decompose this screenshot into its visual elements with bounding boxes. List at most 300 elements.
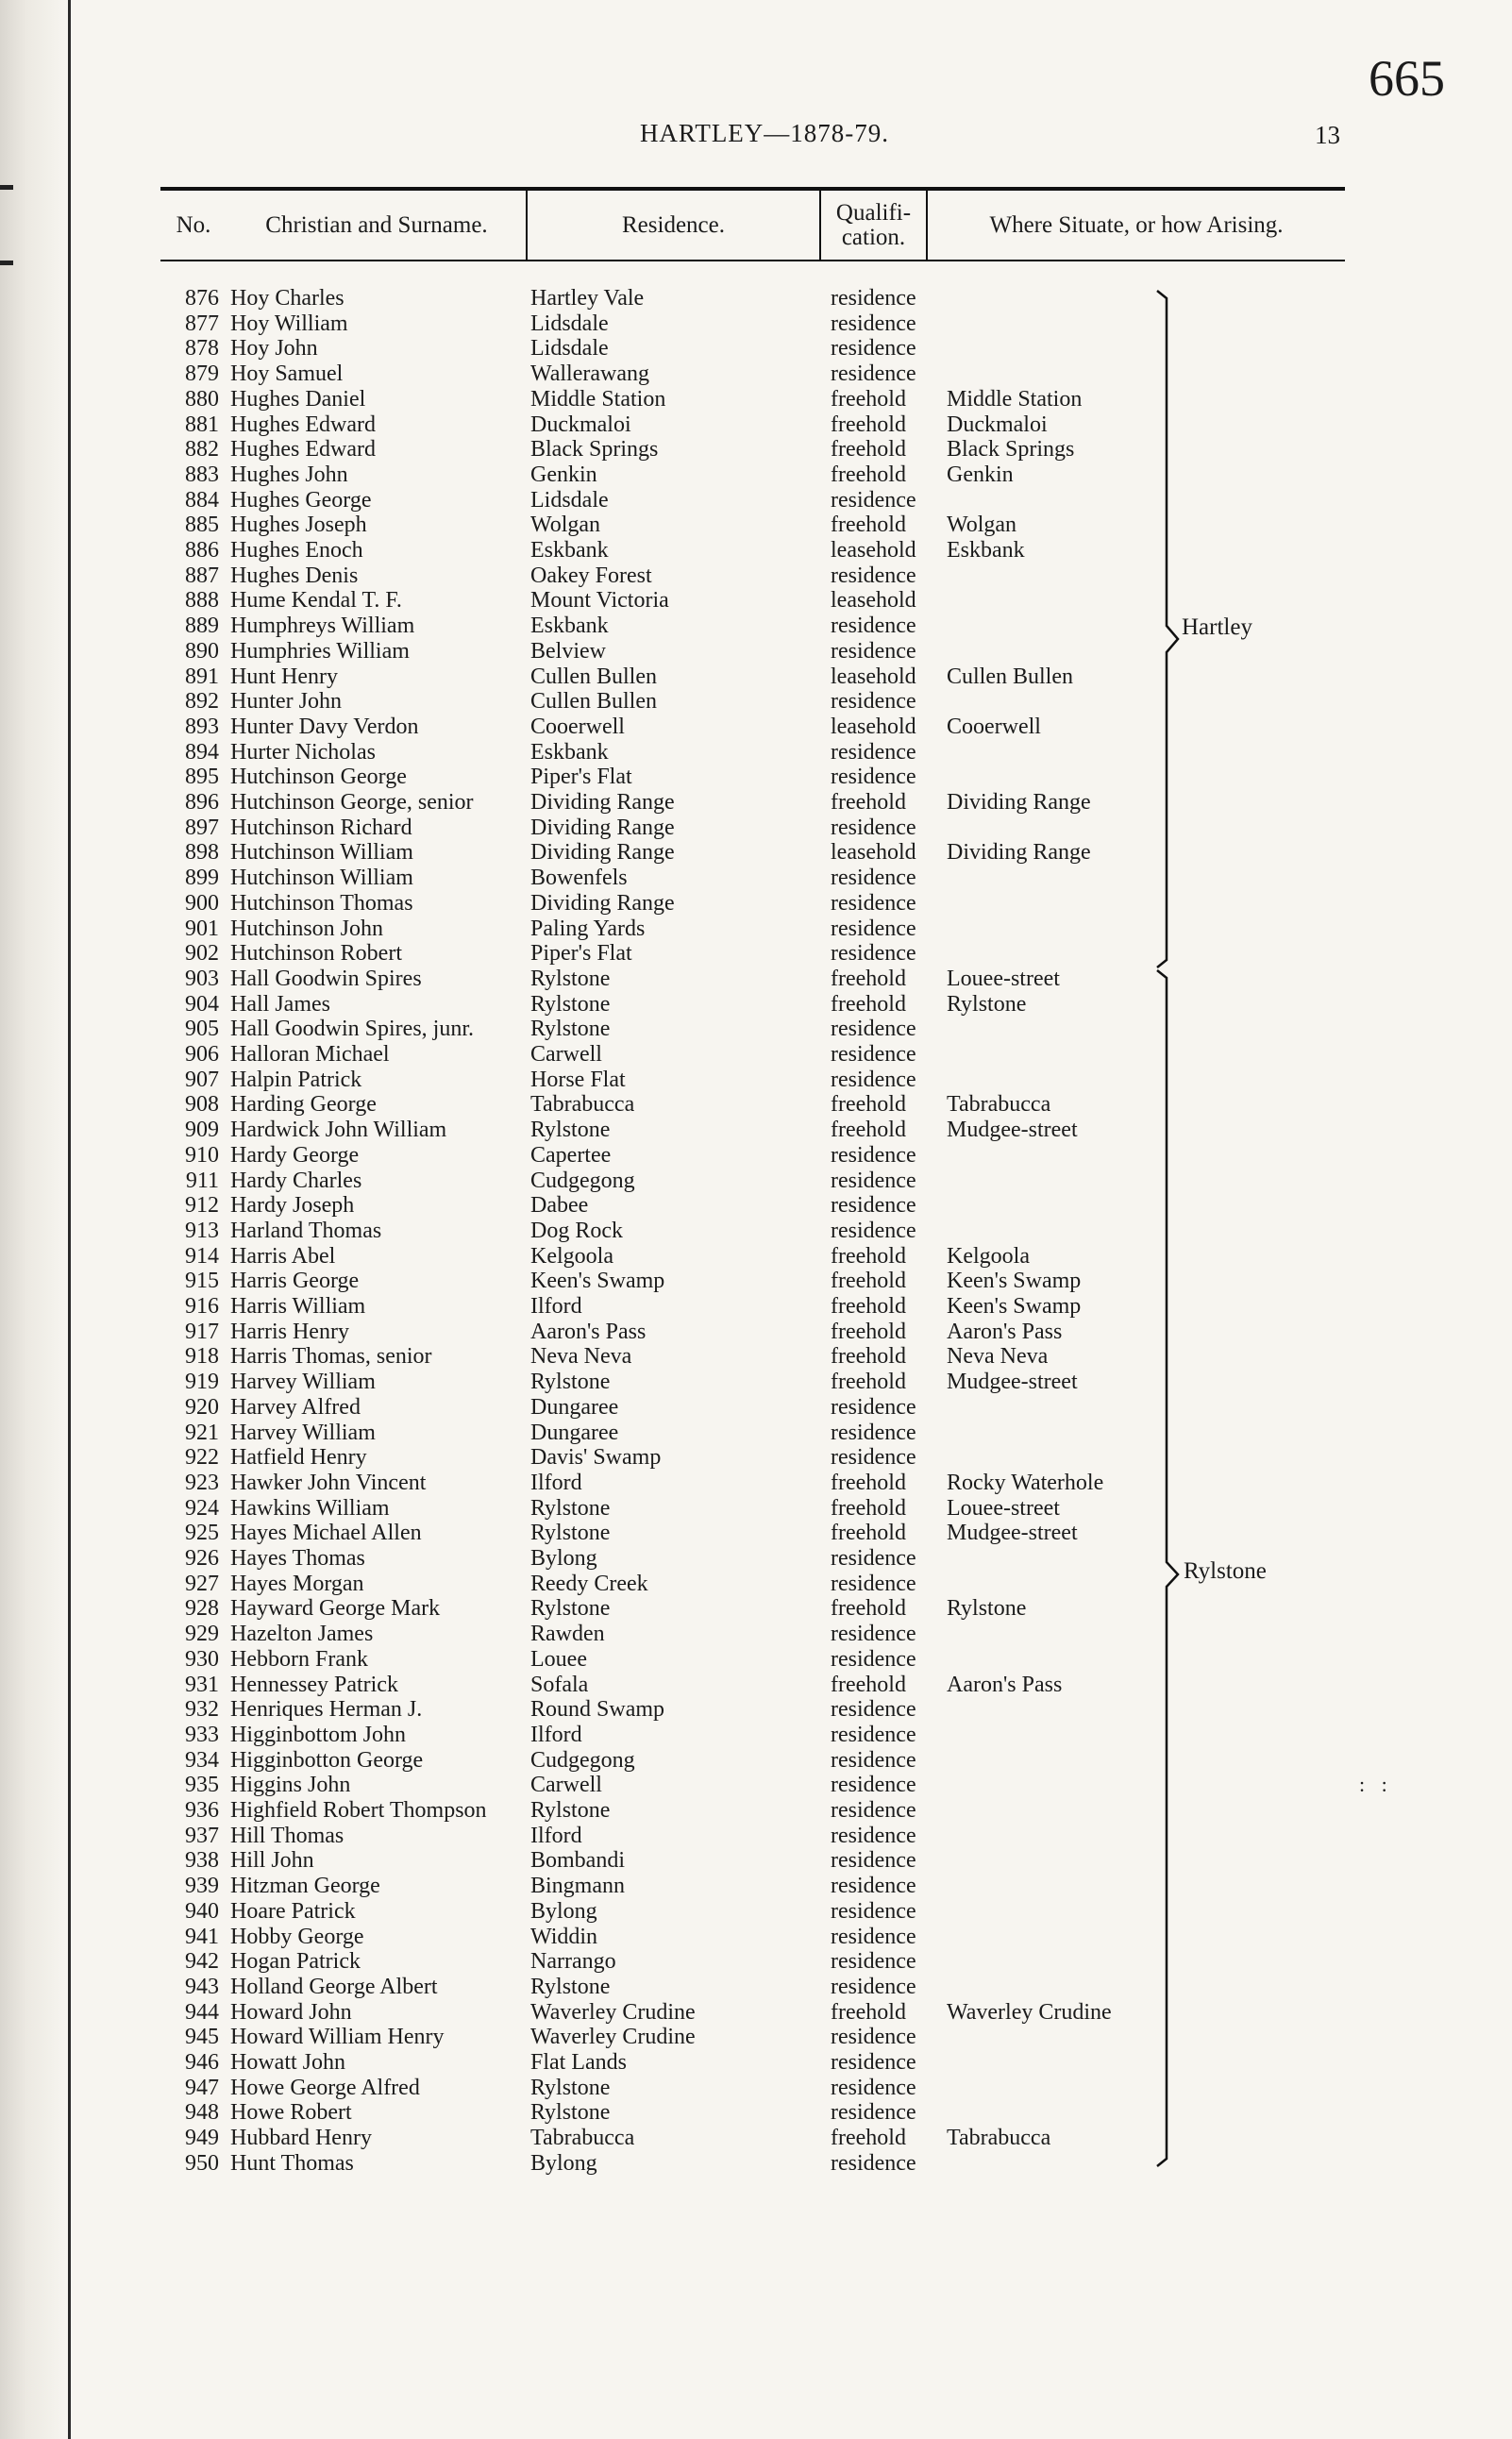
entry-residence: Flat Lands — [530, 2050, 627, 2075]
entry-where-situate: Louee-street — [947, 1495, 1060, 1521]
table-row — [0, 463, 1512, 488]
entry-number: 913 — [185, 1218, 219, 1243]
entry-name: Hayes Michael Allen — [230, 1521, 422, 1546]
entry-number: 883 — [185, 462, 219, 487]
entry-number: 924 — [185, 1495, 219, 1521]
entry-number: 919 — [185, 1370, 219, 1395]
entry-qualification: residence — [831, 890, 916, 916]
entry-qualification: residence — [831, 487, 916, 513]
entry-qualification: freehold — [831, 412, 906, 437]
entry-qualification: freehold — [831, 1294, 906, 1319]
entry-name: Henriques Herman J. — [230, 1697, 423, 1723]
table-row — [0, 1647, 1512, 1673]
table-row — [0, 1143, 1512, 1169]
entry-name: Harvey William — [230, 1420, 376, 1445]
entry-residence: Dividing Range — [530, 815, 675, 840]
entry-name: Hogan Patrick — [230, 1949, 361, 1975]
entry-name: Hitzman George — [230, 1874, 380, 1899]
entry-number: 935 — [185, 1773, 219, 1798]
entry-residence: Ilford — [530, 1823, 582, 1848]
entry-qualification: leasehold — [831, 538, 916, 563]
entry-name: Hughes Edward — [230, 412, 376, 437]
entry-number: 925 — [185, 1521, 219, 1546]
table-row — [0, 1824, 1512, 1849]
entry-name: Hughes Joseph — [230, 513, 367, 538]
table-row — [0, 286, 1512, 311]
entry-qualification: residence — [831, 336, 916, 362]
entry-number: 907 — [185, 1067, 219, 1092]
entry-number: 881 — [185, 412, 219, 437]
entry-qualification: freehold — [831, 437, 906, 463]
entry-residence: Black Springs — [530, 437, 659, 463]
entry-residence: Middle Station — [530, 386, 666, 412]
entry-number: 934 — [185, 1747, 219, 1773]
table-row — [0, 588, 1512, 614]
entry-name: Howatt John — [230, 2050, 345, 2075]
entry-qualification: residence — [831, 1622, 916, 1647]
entry-residence: Neva Neva — [530, 1344, 632, 1370]
entry-name: Hughes Enoch — [230, 538, 363, 563]
entry-residence: Mount Victoria — [530, 588, 669, 614]
table-row — [0, 488, 1512, 513]
column-header-where: Where Situate, or how Arising. — [989, 211, 1284, 238]
table-row — [0, 740, 1512, 765]
entry-residence: Eskbank — [530, 538, 609, 563]
entry-qualification: residence — [831, 689, 916, 715]
entry-residence: Dabee — [530, 1193, 589, 1219]
entry-residence: Dividing Range — [530, 890, 675, 916]
entry-name: Harris William — [230, 1294, 366, 1319]
entry-qualification: residence — [831, 563, 916, 588]
entry-residence: Cullen Bullen — [530, 664, 657, 689]
table-row — [0, 2025, 1512, 2050]
entry-qualification: residence — [831, 1949, 916, 1975]
entry-where-situate: Mudgee-street — [947, 1370, 1078, 1395]
entry-name: Hutchinson George, senior — [230, 790, 474, 815]
table-row — [0, 311, 1512, 337]
entry-name: Harvey William — [230, 1370, 376, 1395]
entry-number: 885 — [185, 513, 219, 538]
table-row — [0, 1471, 1512, 1496]
table-row — [0, 1193, 1512, 1219]
entry-name: Hoy Charles — [230, 286, 344, 311]
table-row — [0, 2126, 1512, 2151]
entry-residence: Cudgegong — [530, 1747, 635, 1773]
table-row — [0, 2076, 1512, 2101]
entry-number: 933 — [185, 1722, 219, 1747]
entry-residence: Duckmaloi — [530, 412, 631, 437]
entry-number: 890 — [185, 638, 219, 664]
entry-qualification: freehold — [831, 462, 906, 487]
entry-number: 911 — [185, 1168, 219, 1193]
entry-where-situate: Aaron's Pass — [947, 1319, 1063, 1344]
entry-qualification: freehold — [831, 1596, 906, 1622]
entry-qualification: freehold — [831, 1243, 906, 1269]
table-row — [0, 992, 1512, 1018]
entry-number: 900 — [185, 890, 219, 916]
table-row — [0, 1395, 1512, 1421]
table-row — [0, 563, 1512, 589]
entry-qualification: residence — [831, 1546, 916, 1571]
entry-number: 892 — [185, 689, 219, 715]
entry-qualification: residence — [831, 1974, 916, 1999]
entry-qualification: residence — [831, 941, 916, 967]
entry-residence: Rylstone — [530, 991, 611, 1017]
entry-residence: Oakey Forest — [530, 563, 652, 588]
entry-residence: Dungaree — [530, 1420, 619, 1445]
entry-name: Hayes Thomas — [230, 1546, 365, 1571]
entry-residence: Louee — [530, 1646, 587, 1672]
entry-qualification: residence — [831, 916, 916, 941]
entry-qualification: freehold — [831, 1521, 906, 1546]
entry-residence: Rylstone — [530, 1017, 611, 1042]
entry-residence: Rylstone — [530, 1370, 611, 1395]
entry-number: 932 — [185, 1697, 219, 1723]
column-header-name: Christian and Surname. — [265, 211, 488, 238]
entry-qualification: residence — [831, 1571, 916, 1596]
table-row — [0, 1344, 1512, 1370]
table-row — [0, 967, 1512, 992]
entry-residence: Bowenfels — [530, 866, 628, 891]
entry-name: Howe Robert — [230, 2100, 352, 2126]
entry-name: Harvey Alfred — [230, 1394, 361, 1420]
entry-residence: Reedy Creek — [530, 1571, 648, 1596]
entry-qualification: residence — [831, 1420, 916, 1445]
entry-qualification: residence — [831, 1445, 916, 1471]
entry-number: 897 — [185, 815, 219, 840]
entry-name: Hume Kendal T. F. — [230, 588, 402, 614]
entry-name: Harris Abel — [230, 1243, 336, 1269]
entry-number: 882 — [185, 437, 219, 463]
entry-qualification: freehold — [831, 1470, 906, 1495]
entry-qualification: residence — [831, 1142, 916, 1168]
entry-where-situate: Black Springs — [947, 437, 1075, 463]
entry-residence: Ilford — [530, 1722, 582, 1747]
entry-name: Hutchinson William — [230, 840, 413, 866]
entry-number: 886 — [185, 538, 219, 563]
entry-number: 942 — [185, 1949, 219, 1975]
entry-name: Howard John — [230, 1999, 352, 2025]
entry-residence: Cooerwell — [530, 714, 625, 739]
entry-number: 876 — [185, 286, 219, 311]
entry-name: Hardy Charles — [230, 1168, 362, 1193]
entry-number: 914 — [185, 1243, 219, 1269]
entry-name: Hughes John — [230, 462, 348, 487]
table-row — [0, 1798, 1512, 1824]
entry-qualification: freehold — [831, 966, 906, 991]
entry-number: 894 — [185, 739, 219, 765]
entry-residence: Tabrabucca — [530, 1092, 635, 1118]
entry-number: 896 — [185, 790, 219, 815]
entry-number: 947 — [185, 2075, 219, 2100]
entry-where-situate: Waverley Crudine — [947, 1999, 1112, 2025]
entry-residence: Wallerawang — [530, 362, 649, 387]
entry-name: Halpin Patrick — [230, 1067, 362, 1092]
table-row — [0, 513, 1512, 538]
table-row — [0, 2151, 1512, 2177]
entry-name: Hatfield Henry — [230, 1445, 367, 1471]
entry-name: Humphreys William — [230, 614, 415, 639]
entry-number: 877 — [185, 311, 219, 336]
table-row — [0, 1244, 1512, 1270]
entry-qualification: freehold — [831, 1999, 906, 2025]
entry-number: 927 — [185, 1571, 219, 1596]
entry-where-situate: Kelgoola — [947, 1243, 1030, 1269]
entry-name: Hughes Denis — [230, 563, 359, 588]
entry-where-situate: Genkin — [947, 462, 1014, 487]
entry-name: Hall James — [230, 991, 330, 1017]
entry-name: Hall Goodwin Spires — [230, 966, 422, 991]
table-row — [0, 1848, 1512, 1874]
entry-name: Higginbottom John — [230, 1722, 407, 1747]
entry-qualification: residence — [831, 815, 916, 840]
entry-number: 920 — [185, 1394, 219, 1420]
entry-name: Hughes Daniel — [230, 386, 366, 412]
entry-residence: Ilford — [530, 1470, 582, 1495]
table-row — [0, 1017, 1512, 1042]
entry-number: 912 — [185, 1193, 219, 1219]
entry-qualification: residence — [831, 2050, 916, 2075]
entry-residence: Capertee — [530, 1142, 612, 1168]
table-row — [0, 1773, 1512, 1798]
table-row — [0, 816, 1512, 841]
entry-number: 902 — [185, 941, 219, 967]
entry-residence: Rylstone — [530, 2075, 611, 2100]
entry-number: 910 — [185, 1142, 219, 1168]
table-row — [0, 790, 1512, 816]
entry-where-situate: Neva Neva — [947, 1344, 1049, 1370]
entry-name: Hayes Morgan — [230, 1571, 364, 1596]
table-row — [0, 1294, 1512, 1320]
entry-name: Hardy George — [230, 1142, 360, 1168]
entry-residence: Eskbank — [530, 614, 609, 639]
table-row — [0, 1169, 1512, 1194]
entry-qualification: residence — [831, 1848, 916, 1874]
entry-qualification: residence — [831, 2075, 916, 2100]
entry-residence: Piper's Flat — [530, 941, 632, 967]
entry-number: 929 — [185, 1622, 219, 1647]
entry-qualification: leasehold — [831, 664, 916, 689]
entry-name: Hubbard Henry — [230, 2126, 372, 2151]
entry-qualification: residence — [831, 362, 916, 387]
table-row — [0, 866, 1512, 891]
entry-qualification: freehold — [831, 1370, 906, 1395]
entry-residence: Rylstone — [530, 1798, 611, 1823]
column-header-no: No. — [176, 211, 211, 238]
table-row — [0, 1421, 1512, 1446]
entry-residence: Rylstone — [530, 2100, 611, 2126]
entry-qualification: residence — [831, 1218, 916, 1243]
entry-residence: Rylstone — [530, 1521, 611, 1546]
entry-qualification: freehold — [831, 2126, 906, 2151]
entry-residence: Dungaree — [530, 1394, 619, 1420]
entry-where-situate: Rylstone — [947, 1596, 1027, 1622]
entry-name: Hutchinson John — [230, 916, 383, 941]
table-row — [0, 1925, 1512, 1950]
table-row — [0, 1697, 1512, 1723]
entry-residence: Keen's Swamp — [530, 1269, 665, 1294]
entry-name: Harris George — [230, 1269, 360, 1294]
table-row — [0, 917, 1512, 942]
entry-name: Hill Thomas — [230, 1823, 344, 1848]
entry-residence: Tabrabucca — [530, 2126, 635, 2151]
entry-name: Hebborn Frank — [230, 1646, 368, 1672]
entry-name: Harding George — [230, 1092, 377, 1118]
entry-where-situate: Rylstone — [947, 991, 1027, 1017]
entry-number: 950 — [185, 2150, 219, 2176]
entry-qualification: residence — [831, 1394, 916, 1420]
table-row — [0, 1899, 1512, 1925]
table-row — [0, 1068, 1512, 1093]
entry-name: Higginbotton George — [230, 1747, 424, 1773]
table-row — [0, 1320, 1512, 1345]
entry-name: Higgins John — [230, 1773, 351, 1798]
entry-where-situate: Louee-street — [947, 966, 1060, 991]
entry-number: 916 — [185, 1294, 219, 1319]
entry-residence: Piper's Flat — [530, 765, 632, 790]
margin-tick — [0, 185, 13, 190]
entry-residence: Carwell — [530, 1042, 602, 1067]
entry-name: Hughes George — [230, 487, 372, 513]
group-label-hartley: Hartley — [1182, 614, 1252, 640]
table-row — [0, 1975, 1512, 2000]
entry-name: Hoy William — [230, 311, 348, 336]
entry-qualification: freehold — [831, 1672, 906, 1697]
table-row — [0, 336, 1512, 362]
entry-where-situate: Rocky Waterhole — [947, 1470, 1104, 1495]
entry-name: Halloran Michael — [230, 1042, 390, 1067]
entry-number: 930 — [185, 1646, 219, 1672]
entry-name: Hall Goodwin Spires, junr. — [230, 1017, 474, 1042]
entry-name: Hutchinson Robert — [230, 941, 402, 967]
entry-where-situate: Tabrabucca — [947, 2126, 1051, 2151]
entry-where-situate: Eskbank — [947, 538, 1025, 563]
table-header-rule — [160, 260, 1345, 261]
entry-residence: Lidsdale — [530, 336, 609, 362]
entry-number: 906 — [185, 1042, 219, 1067]
entry-number: 946 — [185, 2050, 219, 2075]
table-row — [0, 387, 1512, 412]
scan-artifact-marks: : : — [1359, 1773, 1393, 1796]
entry-residence: Aaron's Pass — [530, 1319, 647, 1344]
entry-number: 901 — [185, 916, 219, 941]
entry-residence: Davis' Swamp — [530, 1445, 662, 1471]
entry-residence: Sofala — [530, 1672, 589, 1697]
table-row — [0, 664, 1512, 690]
table-row — [0, 412, 1512, 438]
entry-qualification: residence — [831, 1017, 916, 1042]
entry-qualification: freehold — [831, 790, 906, 815]
entry-qualification: residence — [831, 1773, 916, 1798]
group-label-rylstone: Rylstone — [1184, 1558, 1267, 1584]
entry-qualification: residence — [831, 1042, 916, 1067]
entry-number: 923 — [185, 1470, 219, 1495]
entry-residence: Bylong — [530, 1546, 597, 1571]
table-row — [0, 1622, 1512, 1647]
entry-number: 945 — [185, 2025, 219, 2050]
entry-residence: Dividing Range — [530, 840, 675, 866]
entry-name: Harland Thomas — [230, 1218, 382, 1243]
entry-number: 936 — [185, 1798, 219, 1823]
entry-qualification: freehold — [831, 1118, 906, 1143]
entry-residence: Bylong — [530, 1898, 597, 1924]
table-row — [0, 891, 1512, 917]
entry-name: Hobby George — [230, 1924, 364, 1949]
entry-number: 949 — [185, 2126, 219, 2151]
entry-name: Hunter Davy Verdon — [230, 714, 419, 739]
entry-qualification: residence — [831, 638, 916, 664]
entry-number: 891 — [185, 664, 219, 689]
entry-number: 926 — [185, 1546, 219, 1571]
entry-number: 939 — [185, 1874, 219, 1899]
entry-number: 884 — [185, 487, 219, 513]
entry-where-situate: Dividing Range — [947, 790, 1091, 815]
sheet-number: 13 — [1315, 121, 1340, 149]
entry-number: 944 — [185, 1999, 219, 2025]
entry-where-situate: Dividing Range — [947, 840, 1091, 866]
entry-name: Hazelton James — [230, 1622, 374, 1647]
entry-name: Harris Henry — [230, 1319, 349, 1344]
entry-qualification: freehold — [831, 1495, 906, 1521]
table-row — [0, 437, 1512, 463]
entry-number: 889 — [185, 614, 219, 639]
column-header-qualification: Qualifi- cation. — [835, 199, 912, 250]
entry-name: Hill John — [230, 1848, 314, 1874]
entry-name: Hunter John — [230, 689, 342, 715]
table-row — [0, 1092, 1512, 1118]
entry-qualification: freehold — [831, 1092, 906, 1118]
entry-name: Hutchinson Thomas — [230, 890, 413, 916]
entry-qualification: residence — [831, 1646, 916, 1672]
table-row — [0, 1949, 1512, 1975]
entry-name: Humphries William — [230, 638, 410, 664]
entry-residence: Rylstone — [530, 1974, 611, 1999]
entry-name: Hawkins William — [230, 1495, 390, 1521]
entry-name: Hayward George Mark — [230, 1596, 441, 1622]
table-row — [0, 2100, 1512, 2126]
entry-residence: Bingmann — [530, 1874, 625, 1899]
entry-number: 898 — [185, 840, 219, 866]
entry-where-situate: Wolgan — [947, 513, 1017, 538]
entry-where-situate: Keen's Swamp — [947, 1294, 1082, 1319]
table-row — [0, 1572, 1512, 1597]
running-head: HARTLEY—1878-79. — [639, 119, 890, 147]
table-row — [0, 1370, 1512, 1395]
entry-number: 888 — [185, 588, 219, 614]
entry-name: Hutchinson William — [230, 866, 413, 891]
entry-residence: Rawden — [530, 1622, 605, 1647]
entry-number: 922 — [185, 1445, 219, 1471]
table-row — [0, 2000, 1512, 2026]
entry-qualification: freehold — [831, 386, 906, 412]
entry-qualification: freehold — [831, 513, 906, 538]
entry-name: Hutchinson George — [230, 765, 407, 790]
entry-name: Hurter Nicholas — [230, 739, 376, 765]
table-row — [0, 689, 1512, 715]
table-row — [0, 1219, 1512, 1244]
entry-qualification: residence — [831, 866, 916, 891]
entry-name: Hoare Patrick — [230, 1898, 356, 1924]
entry-qualification: residence — [831, 1874, 916, 1899]
entry-number: 937 — [185, 1823, 219, 1848]
entry-number: 879 — [185, 362, 219, 387]
entry-number: 943 — [185, 1974, 219, 1999]
entry-qualification: residence — [831, 1067, 916, 1092]
entry-number: 941 — [185, 1924, 219, 1949]
entry-qualification: residence — [831, 286, 916, 311]
entry-residence: Round Swamp — [530, 1697, 665, 1723]
table-row — [0, 1596, 1512, 1622]
